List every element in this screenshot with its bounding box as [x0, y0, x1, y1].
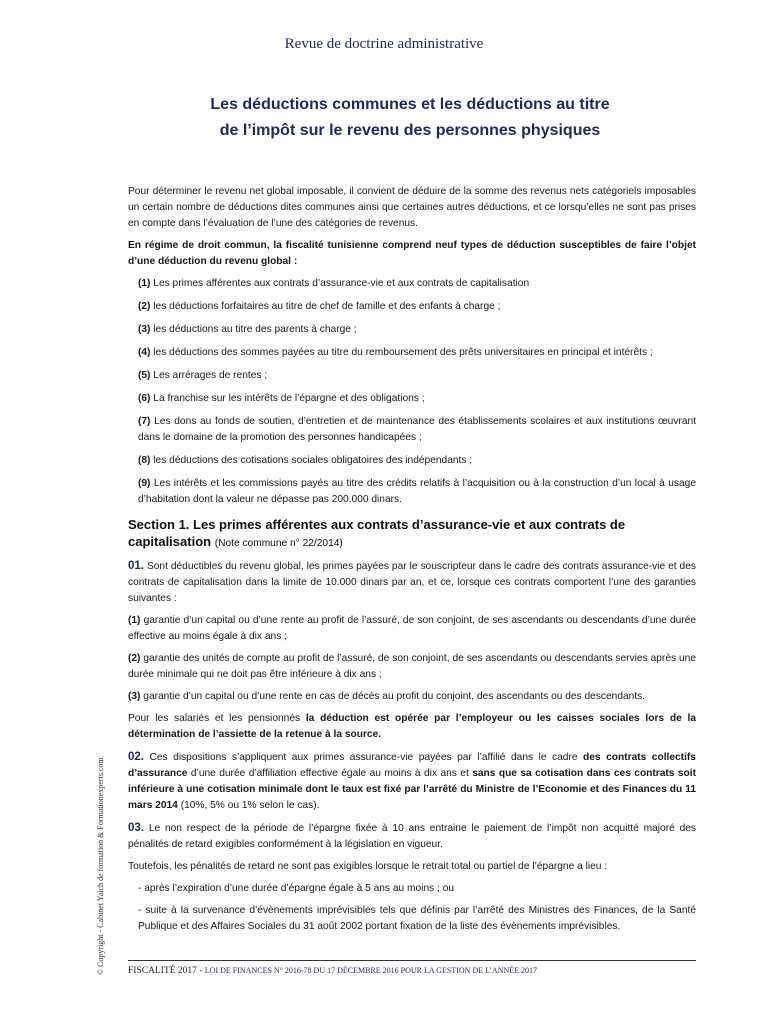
- deduction-number: (5): [138, 370, 151, 381]
- deduction-number: (3): [138, 324, 151, 335]
- paragraph-03: [128, 820, 696, 853]
- deduction-text: Les arrérages de rentes ;: [153, 370, 268, 381]
- paragraph-01: [128, 558, 696, 607]
- section-heading: [128, 516, 696, 552]
- deduction-number: (4): [138, 347, 151, 358]
- deduction-item: [128, 276, 696, 292]
- deduction-text: les déductions des cotisations sociales obligatoires des indépendants ;: [153, 455, 473, 466]
- deduction-item: [128, 368, 696, 384]
- case-item: - après l’expiration d’une durée d’épargne égale à 5 ans au moins ; ou: [138, 883, 455, 894]
- paragraph-text: d’une durée d’affiliation effective égale au moins à dix ans et: [187, 768, 473, 779]
- page-footer: [128, 966, 696, 976]
- paragraph-number: 02.: [128, 751, 144, 763]
- footer-right: LOI DE FINANCES N° 2016-78 DU 17 DÉCEMBRE 2016 POUR LA GESTION DE L’ANNÉE 2017: [204, 966, 538, 975]
- deduction-number: (7): [138, 416, 151, 427]
- deduction-number: (6): [138, 393, 151, 404]
- guarantee-number: (1): [128, 615, 141, 626]
- guarantee-text: garantie d’un capital ou d’une rente au profit de l’assuré, de son conjoint, de ses ascendants ou descendants d’une durée effective au moins égale à dix ans ;: [128, 615, 696, 642]
- paragraph-text: Ces dispositions s’appliquent aux primes assurance-vie payées par l’affilié dans le cadre: [149, 752, 584, 763]
- guarantee-text: garantie des unités de compte au profit de l’assuré, de son conjoint, de ses ascendants ou descendants servies après une durée minimale qui ne doit pas être inférieure à dix ans ;: [128, 653, 696, 680]
- deduction-number: (2): [138, 301, 151, 312]
- intro-paragraph: Pour déterminer le revenu net global imposable, il convient de déduire de la somme des revenus nets catégoriels imposables un certain nombre de déductions dites communes ainsi que certaines autres déductions, et ce lorsqu’elles ne sont pas prises en compte dans l’évaluation de l’une des catégories de revenus.: [128, 186, 696, 229]
- deduction-item: [128, 453, 696, 469]
- paragraph-02: [128, 749, 696, 814]
- case-item: - suite à la survenance d’évènements imprévisibles tels que définis par l’arrêté des Ministres des Finances, de la Santé Publique et des Affaires Sociales du 31 août 2002 portant fixation de la liste des évènements imprévisibles.: [138, 905, 696, 932]
- section-title: Section 1. Les primes afférentes aux contrats d’assurance-vie et aux contrats de capitalisation: [128, 517, 626, 549]
- deduction-text: les déductions au titre des parents à charge ;: [153, 324, 357, 335]
- paragraph-number: 01.: [128, 560, 144, 572]
- deduction-number: (1): [138, 278, 151, 289]
- copyright-notice: © Copyright - Cabinet Yaich de formation & Formationexperts.com: [96, 757, 105, 975]
- toutefois-paragraph: Toutefois, les pénalités de retard ne sont pas exigibles lorsque le retrait total ou partiel de l’épargne a lieu :: [128, 861, 608, 872]
- paragraph-bold: des contrats collectifs d’assurance: [128, 752, 696, 779]
- deduction-number: (8): [138, 455, 151, 466]
- footer-divider: [128, 960, 696, 961]
- salaries-paragraph: [128, 711, 696, 743]
- deduction-item: [128, 299, 696, 315]
- deduction-text: Les primes afférentes aux contrats d’assurance-vie et aux contrats de capitalisation: [153, 278, 530, 289]
- salaries-text: Pour les salariés et les pensionnés: [128, 713, 306, 724]
- guarantee-item: [128, 651, 696, 683]
- salaries-bold: la déduction est opérée par l’employeur ou les caisses sociales lors de la détermination de l’assiette de la retenue à la source.: [128, 713, 697, 740]
- deduction-item: [128, 322, 696, 338]
- guarantee-item: [128, 689, 696, 705]
- guarantee-item: [128, 613, 696, 645]
- lead-bold-text: En régime de droit commun, la fiscalité tunisienne comprend neuf types de déduction susceptibles de faire l’objet d’une déduction du revenu global :: [128, 240, 696, 267]
- deduction-text: Les intérêts et les commissions payés au titre des crédits relatifs à l’acquisition ou à la construction d’un local à usage d’habitation dont la valeur ne dépasse pas 200.000 dinars.: [138, 478, 696, 505]
- deduction-text: Les dons au fonds de soutien, d’entretien et de maintenance des établissements scolaires et aux institutions œuvrant dans le domaine de la promotion des personnes handicapées ;: [138, 416, 696, 443]
- paragraph-text: Sont déductibles du revenu global, les primes payées par le souscripteur dans le cadre des contrats assurance-vie et des contrats de capitalisation dans la limite de 10.000 dinars par an, et ce, lorsque ces contrats comportent l’une des garanties suivantes :: [128, 561, 696, 604]
- deduction-item: [128, 345, 696, 361]
- title-line-1: Les déductions communes et les déductions au titre: [210, 96, 610, 113]
- paragraph-bold: sans que sa cotisation dans ces contrats soit inférieure à une cotisation minimale dont le taux est fixé par l’arrêté du Ministre de l’Economie et des Finances du 11 mars 2014: [128, 768, 696, 811]
- deduction-text: La franchise sur les intérêts de l’épargne et des obligations ;: [153, 393, 425, 404]
- deduction-item: [128, 414, 696, 446]
- page-header: Revue de doctrine administrative: [284, 36, 484, 52]
- guarantee-text: garantie d’un capital ou d’une rente en cas de décès au profit du conjoint, des ascendants ou des descendants.: [143, 691, 646, 702]
- guarantee-number: (2): [128, 653, 141, 664]
- deduction-number: (9): [138, 478, 151, 489]
- footer-left: FISCALITÉ 2017 -: [128, 966, 203, 976]
- deduction-text: les déductions forfaitaires au titre de chef de famille et des enfants à charge ;: [153, 301, 501, 312]
- paragraph-number: 03.: [128, 822, 144, 834]
- paragraph-text: (10%, 5% ou 1% selon le cas).: [177, 800, 320, 811]
- section-note: (Note commune n° 22/2014): [214, 538, 343, 549]
- deduction-text: les déductions des sommes payées au titre du remboursement des prêts universitaires en principal et intérêts ;: [153, 347, 653, 358]
- deduction-item: [128, 391, 696, 407]
- guarantee-number: (3): [128, 691, 141, 702]
- page-title: [100, 92, 720, 144]
- lead-paragraph: [128, 238, 696, 270]
- document-body: [128, 184, 696, 941]
- title-line-2: de l’impôt sur le revenu des personnes physiques: [219, 122, 601, 139]
- deduction-item: [128, 476, 696, 508]
- paragraph-text: Le non respect de la période de l’épargne fixée à 10 ans entraine le paiement de l’impôt non acquitté majoré des pénalités de retard exigibles conformément à la législation en vigueur.: [128, 823, 696, 850]
